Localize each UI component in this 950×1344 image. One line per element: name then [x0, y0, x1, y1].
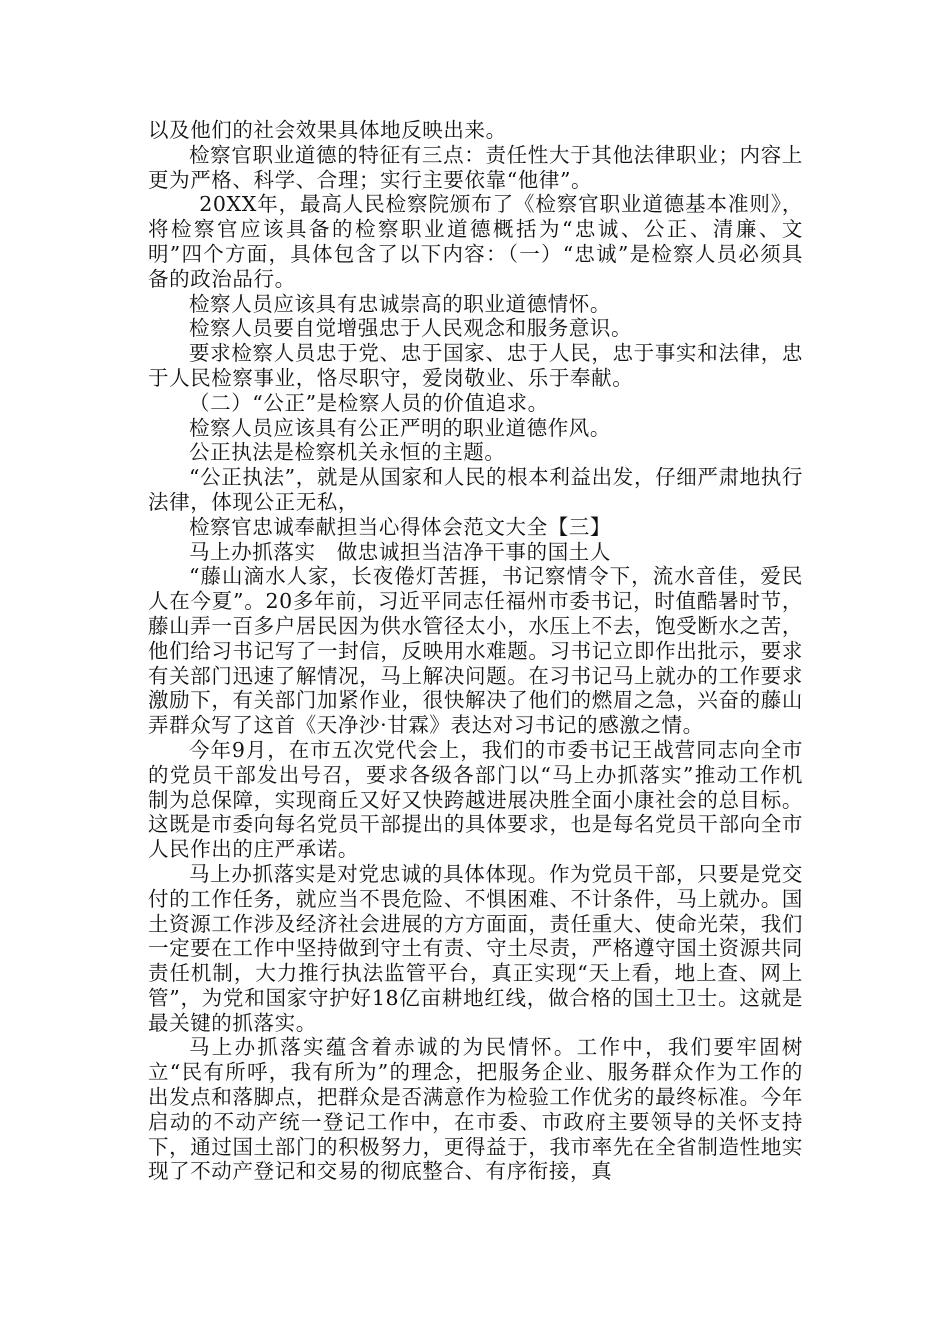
- paragraph: （二）“公正”是检察人员的价值追求。: [189, 390, 549, 415]
- paragraph: “公正执法”，就是从国家和人民的根本利益出发，仔细严肃地执行法律，体现公正无私，: [148, 465, 803, 514]
- paragraph: “藤山滴水人家，长夜倦灯苦捱，书记察情令下，流水音佳，爱民人在今夏”。20多年前，习近平同志任福州市委书记，时值酷暑时节，藤山弄一百多户居民因为供水管径太小，水压上不去，饱受断水之苦，他们给习书记写了一封信，反映用水难题。习书记立即作出批示，要求有关部门迅速了解情况，马上解决问题。在习书记马上就办的工作要求激励下，有关部门加紧作业，很快解决了他们的燃眉之急，兴奋的藤山弄群众写了这首《天净沙·甘霖》表达对习书记的感激之情。: [148, 564, 803, 738]
- article-title: 马上办抓落实 做忠诚担当洁净干事的国土人: [189, 539, 611, 564]
- paragraph: 检察人员应该具有忠诚崇高的职业道德情怀。: [189, 291, 611, 316]
- paragraph: 20XX年，最高人民检察院颁布了《检察官职业道德基本准则》，将检察官应该具备的检察职业道德概括为“忠诚、公正、清廉、文明”四个方面，具体包含了以下内容：（一）“忠诚”是检察人员必须具备的政治品行。: [148, 192, 803, 291]
- paragraph: 检察人员应该具有公正严明的职业道德作风。: [189, 415, 611, 440]
- paragraph: 今年9月，在市五次党代会上，我们的市委书记王战营同志向全市的党员干部发出号召，要求各级各部门以“马上办抓落实”推动工作机制为总保障，实现商丘又好又快跨越进展决胜全面小康社会的总目标。这既是市委向每名党员干部提出的具体要求，也是每名党员干部向全市人民作出的庄严承诺。: [148, 737, 803, 862]
- paragraph: 检察官职业道德的特征有三点：责任性大于其他法律职业；内容上更为严格、科学、合理；实行主要依靠“他律”。: [148, 142, 803, 192]
- paragraph: 马上办抓落实蕴含着赤诚的为民情怀。工作中，我们要牢固树立“民有所呼，我有所为”的理念，把服务企业、服务群众作为工作的出发点和落脚点，把群众是否满意作为检验工作优劣的最终标准。今年启动的不动产统一登记工作中，在市委、市政府主要领导的关怀支持下，通过国土部门的积极努力，更得益于，我市率先在全省制造性地实现了不动产登记和交易的彻底整合、有序衔接，真: [148, 1035, 803, 1184]
- paragraph: 公正执法是检察机关永恒的主题。: [189, 440, 506, 465]
- paragraph: 检察人员要自觉增强忠于人民观念和服务意识。: [189, 316, 633, 341]
- paragraph: 马上办抓落实是对党忠诚的具体体现。作为党员干部，只要是党交付的工作任务，就应当不畏危险、不惧困难、不计条件，马上就办。国土资源工作涉及经济社会进展的方方面面，责任重大、使命光荣，我们一定要在工作中坚持做到守土有责、守土尽责，严格遵守国土资源共同责任机制，大力推行执法监管平台，真正实现“天上看，地上查、网上管”，为党和国家守护好18亿亩耕地红线，做合格的国土卫士。这就是最关键的抓落实。: [148, 861, 803, 1035]
- paragraph: 以及他们的社会效果具体地反映出来。: [148, 118, 507, 142]
- paragraph: 要求检察人员忠于党、忠于国家、忠于人民，忠于事实和法律，忠于人民检察事业，恪尽职守，爱岗敬业、乐于奉献。: [148, 341, 803, 390]
- document-body: [148, 118, 803, 1184]
- section-heading: 检察官忠诚奉献担当心得体会范文大全【三】: [189, 514, 611, 539]
